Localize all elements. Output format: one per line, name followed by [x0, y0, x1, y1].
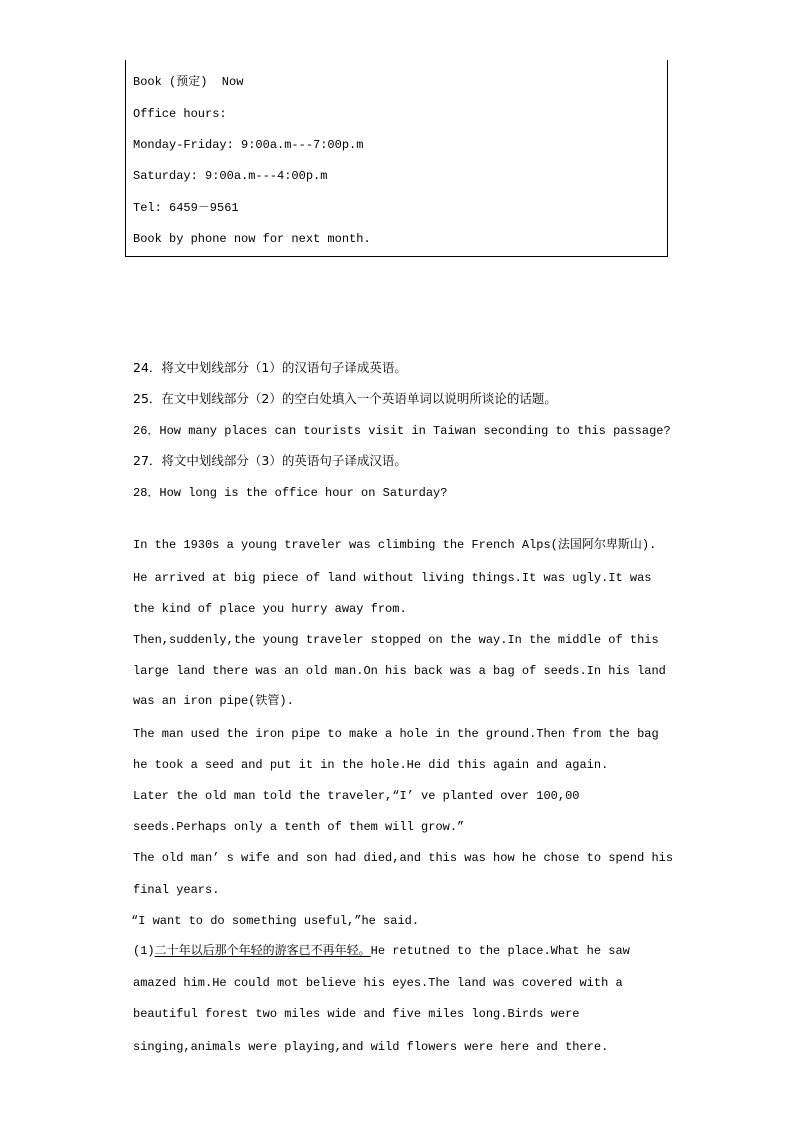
- passage-line: In the 1930s a young traveler was climbing the French Alps(法国阿尔卑斯山).: [133, 538, 657, 552]
- passage-line: seeds.Perhaps only a tenth of them will grow.”: [133, 820, 465, 834]
- passage-line: large land there was an old man.On his back was a bag of seeds.In his land: [133, 664, 666, 678]
- passage-line: The old man’ s wife and son had died,and this was how he chose to spend his: [133, 851, 674, 865]
- passage-line: Then,suddenly,the young traveler stopped on the way.In the middle of this: [133, 633, 659, 647]
- passage-line: Later the old man told the traveler,“I’ ve planted over 100,00: [133, 789, 580, 803]
- question-26: 26．How many places can tourists visit in Taiwan seconding to this passage?: [133, 424, 671, 438]
- passage-line: final years.: [133, 883, 220, 897]
- passage-line: “I want to do something useful,”he said.: [131, 914, 420, 928]
- office-hours-heading: Office hours:: [133, 107, 227, 121]
- marker-1: (1): [133, 944, 155, 958]
- passage-line-rest: He retutned to the place.What he saw: [370, 944, 630, 958]
- passage-line: He arrived at big piece of land without living things.It was ugly.It was: [133, 571, 652, 585]
- passage-line: the kind of place you hurry away from.: [133, 602, 407, 616]
- booking-line: Book (预定) Now: [133, 75, 244, 89]
- passage-line: amazed him.He could mot believe his eyes.The land was covered with a: [133, 976, 623, 990]
- passage-line: The man used the iron pipe to make a hole in the ground.Then from the bag: [133, 727, 659, 741]
- question-24: 24．将文中划线部分（1）的汉语句子译成英语。: [133, 360, 407, 375]
- weekday-hours: Monday-Friday: 9:00a.m---7:00p.m: [133, 138, 364, 152]
- question-27: 27．将文中划线部分（3）的英语句子译成汉语。: [133, 453, 407, 468]
- question-25: 25．在文中划线部分（2）的空白处填入一个英语单词以说明所谈论的话题。: [133, 391, 557, 406]
- passage-line-underlined: [133, 943, 630, 958]
- booking-note: Book by phone now for next month.: [133, 232, 371, 246]
- passage-line: beautiful forest two miles wide and five miles long.Birds were: [133, 1007, 580, 1021]
- info-box: [125, 60, 668, 257]
- underlined-sentence-1: 二十年以后那个年轻的游客已不再年轻。: [154, 943, 371, 957]
- telephone: Tel: 6459－9561: [133, 201, 239, 215]
- passage-line: singing,animals were playing,and wild flowers were here and there.: [133, 1040, 609, 1054]
- passage-line: was an iron pipe(铁管).: [133, 694, 294, 708]
- saturday-hours: Saturday: 9:00a.m---4:00p.m: [133, 169, 328, 183]
- passage-line: he took a seed and put it in the hole.He did this again and again.: [133, 758, 609, 772]
- question-28: 28．How long is the office hour on Saturday?: [133, 486, 448, 500]
